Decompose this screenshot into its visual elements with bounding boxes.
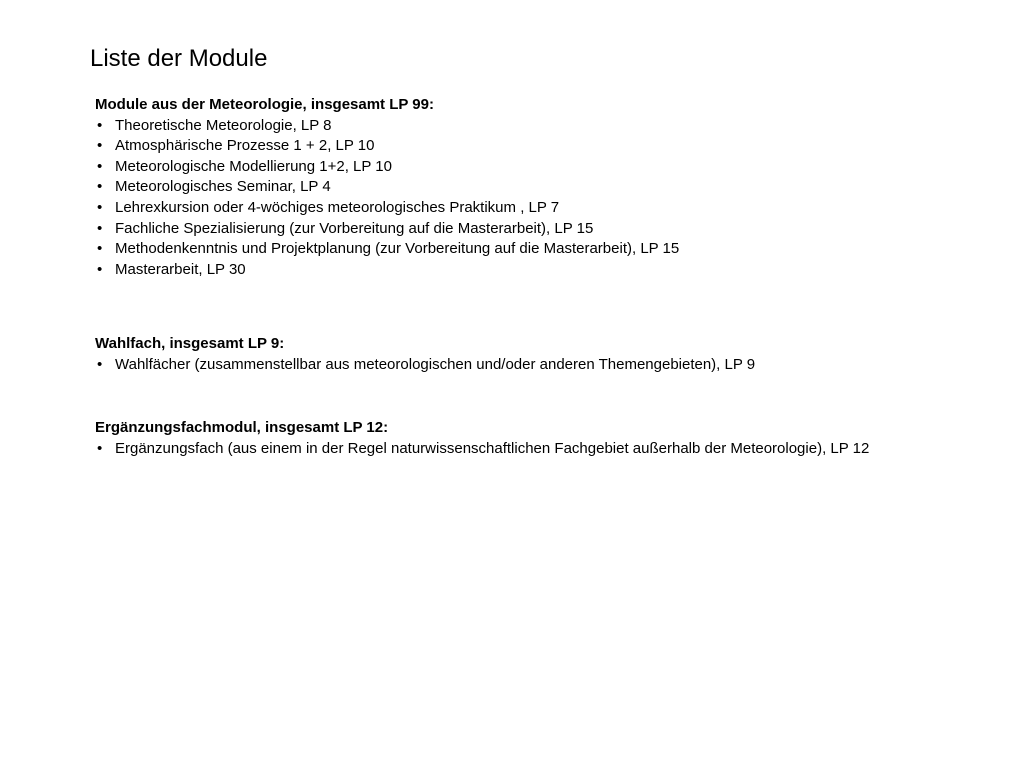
slide-title: Liste der Module bbox=[90, 45, 268, 72]
section-heading: Ergänzungsfachmodul, insgesamt LP 12: bbox=[95, 419, 389, 436]
list-item bbox=[95, 116, 679, 137]
list-item-text: Methodenkenntnis und Projektplanung (zur Vorbereitung auf die Masterarbeit), LP 15 bbox=[115, 240, 680, 258]
list-item bbox=[95, 219, 679, 240]
list-item-text: Theoretische Meteorologie, LP 8 bbox=[115, 116, 332, 134]
list-item bbox=[95, 177, 679, 198]
section-meteorology-modules bbox=[95, 95, 679, 280]
section-elective bbox=[95, 334, 755, 375]
section-supplementary bbox=[95, 418, 869, 459]
module-list bbox=[95, 355, 755, 376]
list-item-text: Ergänzungsfach (aus einem in der Regel naturwissenschaftlichen Fachgebiet außerhalb der Meteorologie), LP 12 bbox=[115, 439, 870, 457]
bullet-icon: • bbox=[97, 240, 103, 258]
list-item bbox=[95, 355, 755, 376]
list-item bbox=[95, 239, 679, 260]
bullet-icon: • bbox=[97, 198, 103, 216]
list-item-text: Meteorologisches Seminar, LP 4 bbox=[115, 178, 331, 196]
list-item bbox=[95, 157, 679, 178]
list-item-text: Masterarbeit, LP 30 bbox=[115, 260, 246, 278]
list-item-text: Atmosphärische Prozesse 1 + 2, LP 10 bbox=[115, 137, 375, 155]
bullet-icon: • bbox=[97, 219, 103, 237]
bullet-icon: • bbox=[97, 137, 103, 155]
bullet-icon: • bbox=[97, 116, 103, 134]
list-item-text: Lehrexkursion oder 4-wöchiges meteorologisches Praktikum , LP 7 bbox=[115, 198, 560, 216]
list-item bbox=[95, 136, 679, 157]
module-list bbox=[95, 439, 869, 460]
bullet-icon: • bbox=[97, 178, 103, 196]
list-item-text: Meteorologische Modellierung 1+2, LP 10 bbox=[115, 157, 392, 175]
section-heading: Wahlfach, insgesamt LP 9: bbox=[95, 335, 285, 352]
list-item-text: Wahlfächer (zusammenstellbar aus meteorologischen und/oder anderen Themengebieten), LP 9 bbox=[115, 355, 756, 373]
bullet-icon: • bbox=[97, 157, 103, 175]
bullet-icon: • bbox=[97, 355, 103, 373]
bullet-icon: • bbox=[97, 439, 103, 457]
list-item-text: Fachliche Spezialisierung (zur Vorbereitung auf die Masterarbeit), LP 15 bbox=[115, 219, 594, 237]
section-heading: Module aus der Meteorologie, insgesamt LP 99: bbox=[95, 96, 434, 113]
list-item bbox=[95, 439, 869, 460]
module-list bbox=[95, 116, 679, 281]
list-item bbox=[95, 260, 679, 281]
list-item bbox=[95, 198, 679, 219]
bullet-icon: • bbox=[97, 260, 103, 278]
